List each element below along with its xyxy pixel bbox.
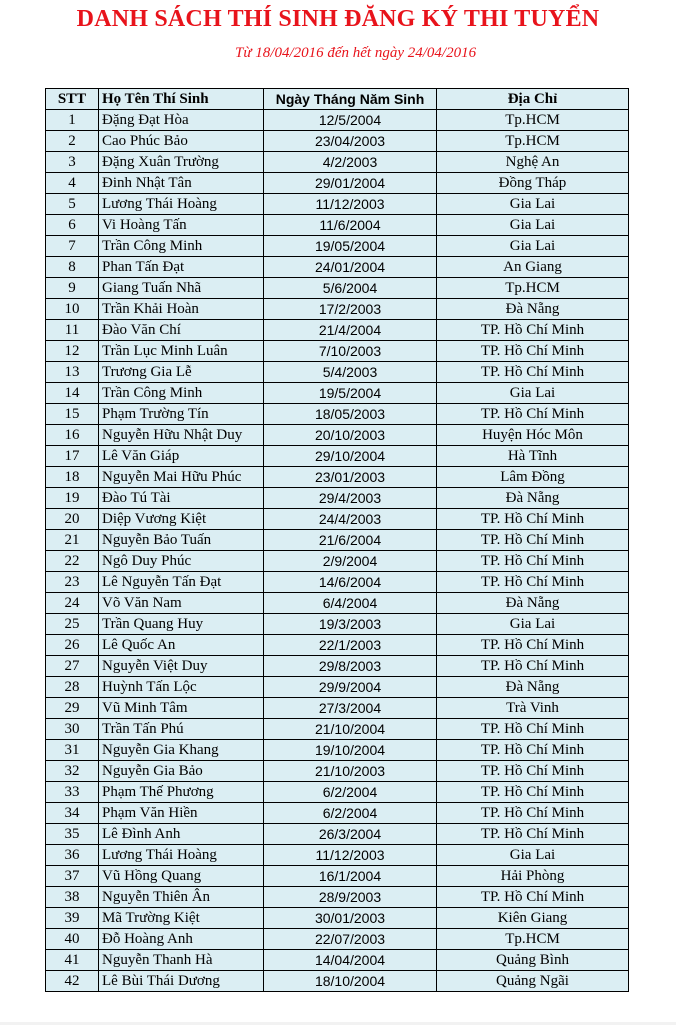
table-row [46, 845, 629, 866]
cell-stt[interactable]: 26 [46, 635, 99, 656]
cell-dob[interactable]: 29/01/2004 [264, 173, 437, 194]
cell-address[interactable]: Huyện Hóc Môn [437, 425, 629, 446]
cell-name[interactable]: Phạm Thế Phương [99, 782, 264, 803]
table-row [46, 383, 629, 404]
cell-stt[interactable]: 11 [46, 320, 99, 341]
cell-dob[interactable]: 30/01/2003 [264, 908, 437, 929]
table-row [46, 131, 629, 152]
table-row [46, 467, 629, 488]
header-stt[interactable]: STT [46, 89, 99, 110]
cell-address[interactable]: Gia Lai [437, 614, 629, 635]
cell-address[interactable]: Lâm Đồng [437, 467, 629, 488]
cell-address[interactable]: Gia Lai [437, 215, 629, 236]
cell-dob[interactable]: 29/8/2003 [264, 656, 437, 677]
table-row [46, 425, 629, 446]
cell-name[interactable]: Đào Văn Chí [99, 320, 264, 341]
cell-address[interactable]: TP. Hồ Chí Minh [437, 572, 629, 593]
cell-address[interactable]: Gia Lai [437, 383, 629, 404]
cell-dob[interactable]: 21/6/2004 [264, 530, 437, 551]
cell-name[interactable]: Phạm Văn Hiền [99, 803, 264, 824]
cell-address[interactable]: Quảng Ngãi [437, 971, 629, 992]
cell-name[interactable]: Lê Quốc An [99, 635, 264, 656]
cell-name[interactable]: Ngô Duy Phúc [99, 551, 264, 572]
cell-stt[interactable]: 27 [46, 656, 99, 677]
cell-address[interactable]: Đồng Tháp [437, 173, 629, 194]
table-row [46, 236, 629, 257]
cell-dob[interactable]: 6/2/2004 [264, 782, 437, 803]
cell-stt[interactable]: 40 [46, 929, 99, 950]
table-row [46, 782, 629, 803]
cell-address[interactable]: TP. Hồ Chí Minh [437, 530, 629, 551]
table-row [46, 719, 629, 740]
cell-address[interactable]: TP. Hồ Chí Minh [437, 362, 629, 383]
cell-stt[interactable]: 33 [46, 782, 99, 803]
table-row [46, 551, 629, 572]
cell-stt[interactable]: 9 [46, 278, 99, 299]
table-row [46, 572, 629, 593]
cell-stt[interactable]: 16 [46, 425, 99, 446]
table-row [46, 530, 629, 551]
table-row [46, 866, 629, 887]
cell-dob[interactable]: 5/6/2004 [264, 278, 437, 299]
cell-dob[interactable]: 19/3/2003 [264, 614, 437, 635]
cell-name[interactable]: Nguyễn Gia Khang [99, 740, 264, 761]
cell-stt[interactable]: 34 [46, 803, 99, 824]
table-row [46, 173, 629, 194]
table-row [46, 803, 629, 824]
cell-dob[interactable]: 18/05/2003 [264, 404, 437, 425]
cell-name[interactable]: Vũ Hồng Quang [99, 866, 264, 887]
cell-stt[interactable]: 32 [46, 761, 99, 782]
table-row [46, 362, 629, 383]
cell-name[interactable]: Lê Đình Anh [99, 824, 264, 845]
cell-name[interactable]: Đào Tú Tài [99, 488, 264, 509]
cell-name[interactable]: Nguyễn Mai Hữu Phúc [99, 467, 264, 488]
cell-stt[interactable]: 41 [46, 950, 99, 971]
cell-address[interactable]: Gia Lai [437, 845, 629, 866]
table-header-row [46, 89, 629, 110]
cell-name[interactable]: Đặng Đạt Hòa [99, 110, 264, 131]
cell-dob[interactable]: 11/12/2003 [264, 194, 437, 215]
cell-stt[interactable]: 23 [46, 572, 99, 593]
cell-dob[interactable]: 6/4/2004 [264, 593, 437, 614]
cell-address[interactable]: TP. Hồ Chí Minh [437, 635, 629, 656]
table-row [46, 761, 629, 782]
cell-name[interactable]: Trương Gia Lễ [99, 362, 264, 383]
cell-address[interactable]: TP. Hồ Chí Minh [437, 320, 629, 341]
table-row [46, 593, 629, 614]
cell-name[interactable]: Trần Lục Minh Luân [99, 341, 264, 362]
cell-name[interactable]: Giang Tuấn Nhã [99, 278, 264, 299]
cell-stt[interactable]: 2 [46, 131, 99, 152]
table-row [46, 446, 629, 467]
cell-address[interactable]: Tp.HCM [437, 131, 629, 152]
table-row [46, 950, 629, 971]
cell-stt[interactable]: 22 [46, 551, 99, 572]
cell-name[interactable]: Nguyễn Việt Duy [99, 656, 264, 677]
cell-address[interactable]: TP. Hồ Chí Minh [437, 824, 629, 845]
cell-stt[interactable]: 35 [46, 824, 99, 845]
table-row [46, 740, 629, 761]
page-title: DANH SÁCH THÍ SINH ĐĂNG KÝ THI TUYỂN [76, 6, 600, 32]
table-row [46, 908, 629, 929]
cell-dob[interactable]: 27/3/2004 [264, 698, 437, 719]
cell-dob[interactable]: 20/10/2003 [264, 425, 437, 446]
cell-address[interactable]: Kiên Giang [437, 908, 629, 929]
table-row [46, 110, 629, 131]
cell-dob[interactable]: 7/10/2003 [264, 341, 437, 362]
cell-name[interactable]: Trần Công Minh [99, 383, 264, 404]
cell-address[interactable]: TP. Hồ Chí Minh [437, 719, 629, 740]
cell-stt[interactable]: 31 [46, 740, 99, 761]
table-row [46, 887, 629, 908]
cell-name[interactable]: Nguyễn Bảo Tuấn [99, 530, 264, 551]
cell-stt[interactable]: 19 [46, 488, 99, 509]
cell-name[interactable]: Trần Tấn Phú [99, 719, 264, 740]
cell-dob[interactable]: 14/6/2004 [264, 572, 437, 593]
cell-name[interactable]: Lê Nguyễn Tấn Đạt [99, 572, 264, 593]
table-row [46, 614, 629, 635]
table-row [46, 824, 629, 845]
cell-address[interactable]: TP. Hồ Chí Minh [437, 656, 629, 677]
cell-address[interactable]: An Giang [437, 257, 629, 278]
cell-address[interactable]: Quảng Bình [437, 950, 629, 971]
cell-name[interactable]: Trần Khải Hoàn [99, 299, 264, 320]
cell-stt[interactable]: 1 [46, 110, 99, 131]
cell-dob[interactable]: 6/2/2004 [264, 803, 437, 824]
cell-dob[interactable]: 16/1/2004 [264, 866, 437, 887]
cell-address[interactable]: Gia Lai [437, 236, 629, 257]
cell-address[interactable]: Tp.HCM [437, 929, 629, 950]
cell-address[interactable]: Gia Lai [437, 194, 629, 215]
cell-dob[interactable]: 5/4/2003 [264, 362, 437, 383]
cell-dob[interactable]: 14/04/2004 [264, 950, 437, 971]
cell-dob[interactable]: 23/01/2003 [264, 467, 437, 488]
cell-dob[interactable]: 22/1/2003 [264, 635, 437, 656]
cell-name[interactable]: Vi Hoàng Tấn [99, 215, 264, 236]
cell-name[interactable]: Trần Công Minh [99, 236, 264, 257]
cell-name[interactable]: Lê Văn Giáp [99, 446, 264, 467]
table-row [46, 320, 629, 341]
cell-name[interactable]: Lương Thái Hoàng [99, 845, 264, 866]
cell-stt[interactable]: 18 [46, 467, 99, 488]
cell-dob[interactable]: 4/2/2003 [264, 152, 437, 173]
cell-stt[interactable]: 15 [46, 404, 99, 425]
cell-dob[interactable]: 18/10/2004 [264, 971, 437, 992]
cell-dob[interactable]: 26/3/2004 [264, 824, 437, 845]
table-row [46, 194, 629, 215]
table-row [46, 677, 629, 698]
cell-address[interactable]: Nghệ An [437, 152, 629, 173]
cell-dob[interactable]: 24/4/2003 [264, 509, 437, 530]
cell-address[interactable]: TP. Hồ Chí Minh [437, 341, 629, 362]
cell-address[interactable]: Tp.HCM [437, 278, 629, 299]
cell-address[interactable]: TP. Hồ Chí Minh [437, 404, 629, 425]
table-row [46, 635, 629, 656]
cell-name[interactable]: Cao Phúc Bảo [99, 131, 264, 152]
cell-name[interactable]: Nguyễn Gia Bảo [99, 761, 264, 782]
cell-name[interactable]: Đỗ Hoàng Anh [99, 929, 264, 950]
cell-name[interactable]: Huỳnh Tấn Lộc [99, 677, 264, 698]
cell-dob[interactable]: 2/9/2004 [264, 551, 437, 572]
cell-stt[interactable]: 29 [46, 698, 99, 719]
cell-address[interactable]: TP. Hồ Chí Minh [437, 782, 629, 803]
cell-name[interactable]: Phan Tấn Đạt [99, 257, 264, 278]
cell-address[interactable]: Đà Nẵng [437, 488, 629, 509]
cell-name[interactable]: Mã Trường Kiệt [99, 908, 264, 929]
cell-address[interactable]: TP. Hồ Chí Minh [437, 761, 629, 782]
table-row [46, 152, 629, 173]
cell-dob[interactable]: 24/01/2004 [264, 257, 437, 278]
cell-address[interactable]: Đà Nẵng [437, 299, 629, 320]
cell-stt[interactable]: 13 [46, 362, 99, 383]
cell-stt[interactable]: 6 [46, 215, 99, 236]
cell-stt[interactable]: 24 [46, 593, 99, 614]
cell-stt[interactable]: 36 [46, 845, 99, 866]
cell-dob[interactable]: 29/10/2004 [264, 446, 437, 467]
cell-stt[interactable]: 8 [46, 257, 99, 278]
candidate-table [45, 88, 629, 992]
table-row [46, 929, 629, 950]
date-range-subtitle: Từ 18/04/2016 đến hết ngày 24/04/2016 [235, 45, 477, 61]
cell-name[interactable]: Lương Thái Hoàng [99, 194, 264, 215]
table-row [46, 509, 629, 530]
cell-name[interactable]: Vũ Minh Tâm [99, 698, 264, 719]
table-row [46, 404, 629, 425]
cell-stt[interactable]: 38 [46, 887, 99, 908]
cell-address[interactable]: TP. Hồ Chí Minh [437, 887, 629, 908]
cell-address[interactable]: TP. Hồ Chí Minh [437, 803, 629, 824]
cell-name[interactable]: Nguyễn Hữu Nhật Duy [99, 425, 264, 446]
cell-stt[interactable]: 20 [46, 509, 99, 530]
cell-address[interactable]: TP. Hồ Chí Minh [437, 551, 629, 572]
cell-address[interactable]: TP. Hồ Chí Minh [437, 740, 629, 761]
cell-dob[interactable]: 12/5/2004 [264, 110, 437, 131]
header-name[interactable]: Họ Tên Thí Sinh [99, 89, 264, 110]
cell-dob[interactable]: 19/5/2004 [264, 383, 437, 404]
cell-stt[interactable]: 14 [46, 383, 99, 404]
cell-name[interactable]: Đinh Nhật Tân [99, 173, 264, 194]
cell-address[interactable]: Hải Phòng [437, 866, 629, 887]
cell-stt[interactable]: 30 [46, 719, 99, 740]
table-row [46, 299, 629, 320]
cell-stt[interactable]: 5 [46, 194, 99, 215]
cell-dob[interactable]: 21/10/2004 [264, 719, 437, 740]
cell-dob[interactable]: 19/10/2004 [264, 740, 437, 761]
cell-name[interactable]: Đặng Xuân Trường [99, 152, 264, 173]
cell-stt[interactable]: 25 [46, 614, 99, 635]
cell-address[interactable]: TP. Hồ Chí Minh [437, 509, 629, 530]
cell-stt[interactable]: 21 [46, 530, 99, 551]
cell-dob[interactable]: 29/4/2003 [264, 488, 437, 509]
cell-dob[interactable]: 17/2/2003 [264, 299, 437, 320]
cell-address[interactable]: Đà Nẵng [437, 593, 629, 614]
cell-stt[interactable]: 39 [46, 908, 99, 929]
cell-dob[interactable]: 21/10/2003 [264, 761, 437, 782]
cell-address[interactable]: Trà Vinh [437, 698, 629, 719]
cell-dob[interactable]: 19/05/2004 [264, 236, 437, 257]
cell-stt[interactable]: 28 [46, 677, 99, 698]
cell-name[interactable]: Nguyễn Thanh Hà [99, 950, 264, 971]
cell-name[interactable]: Lê Bùi Thái Dương [99, 971, 264, 992]
cell-dob[interactable]: 29/9/2004 [264, 677, 437, 698]
table-row [46, 698, 629, 719]
table-row [46, 971, 629, 992]
cell-name[interactable]: Võ Văn Nam [99, 593, 264, 614]
cell-stt[interactable]: 42 [46, 971, 99, 992]
cell-address[interactable]: Đà Nẵng [437, 677, 629, 698]
cell-dob[interactable]: 21/4/2004 [264, 320, 437, 341]
cell-stt[interactable]: 17 [46, 446, 99, 467]
cell-name[interactable]: Trần Quang Huy [99, 614, 264, 635]
cell-dob[interactable]: 22/07/2003 [264, 929, 437, 950]
table-row [46, 215, 629, 236]
cell-address[interactable]: Tp.HCM [437, 110, 629, 131]
table-row [46, 341, 629, 362]
cell-stt[interactable]: 7 [46, 236, 99, 257]
table-row [46, 488, 629, 509]
cell-stt[interactable]: 10 [46, 299, 99, 320]
cell-dob[interactable]: 28/9/2003 [264, 887, 437, 908]
cell-stt[interactable]: 37 [46, 866, 99, 887]
header-dob[interactable]: Ngày Tháng Năm Sinh [264, 89, 437, 110]
cell-name[interactable]: Phạm Trường Tín [99, 404, 264, 425]
cell-name[interactable]: Diệp Vương Kiệt [99, 509, 264, 530]
table-row [46, 257, 629, 278]
cell-dob[interactable]: 11/12/2003 [264, 845, 437, 866]
cell-name[interactable]: Nguyễn Thiên Ân [99, 887, 264, 908]
header-address[interactable]: Địa Chỉ [437, 89, 629, 110]
cell-stt[interactable]: 12 [46, 341, 99, 362]
cell-stt[interactable]: 4 [46, 173, 99, 194]
cell-address[interactable]: Hà Tĩnh [437, 446, 629, 467]
table-body [46, 110, 629, 992]
cell-stt[interactable]: 3 [46, 152, 99, 173]
table-row [46, 656, 629, 677]
table-row [46, 278, 629, 299]
cell-dob[interactable]: 11/6/2004 [264, 215, 437, 236]
cell-dob[interactable]: 23/04/2003 [264, 131, 437, 152]
